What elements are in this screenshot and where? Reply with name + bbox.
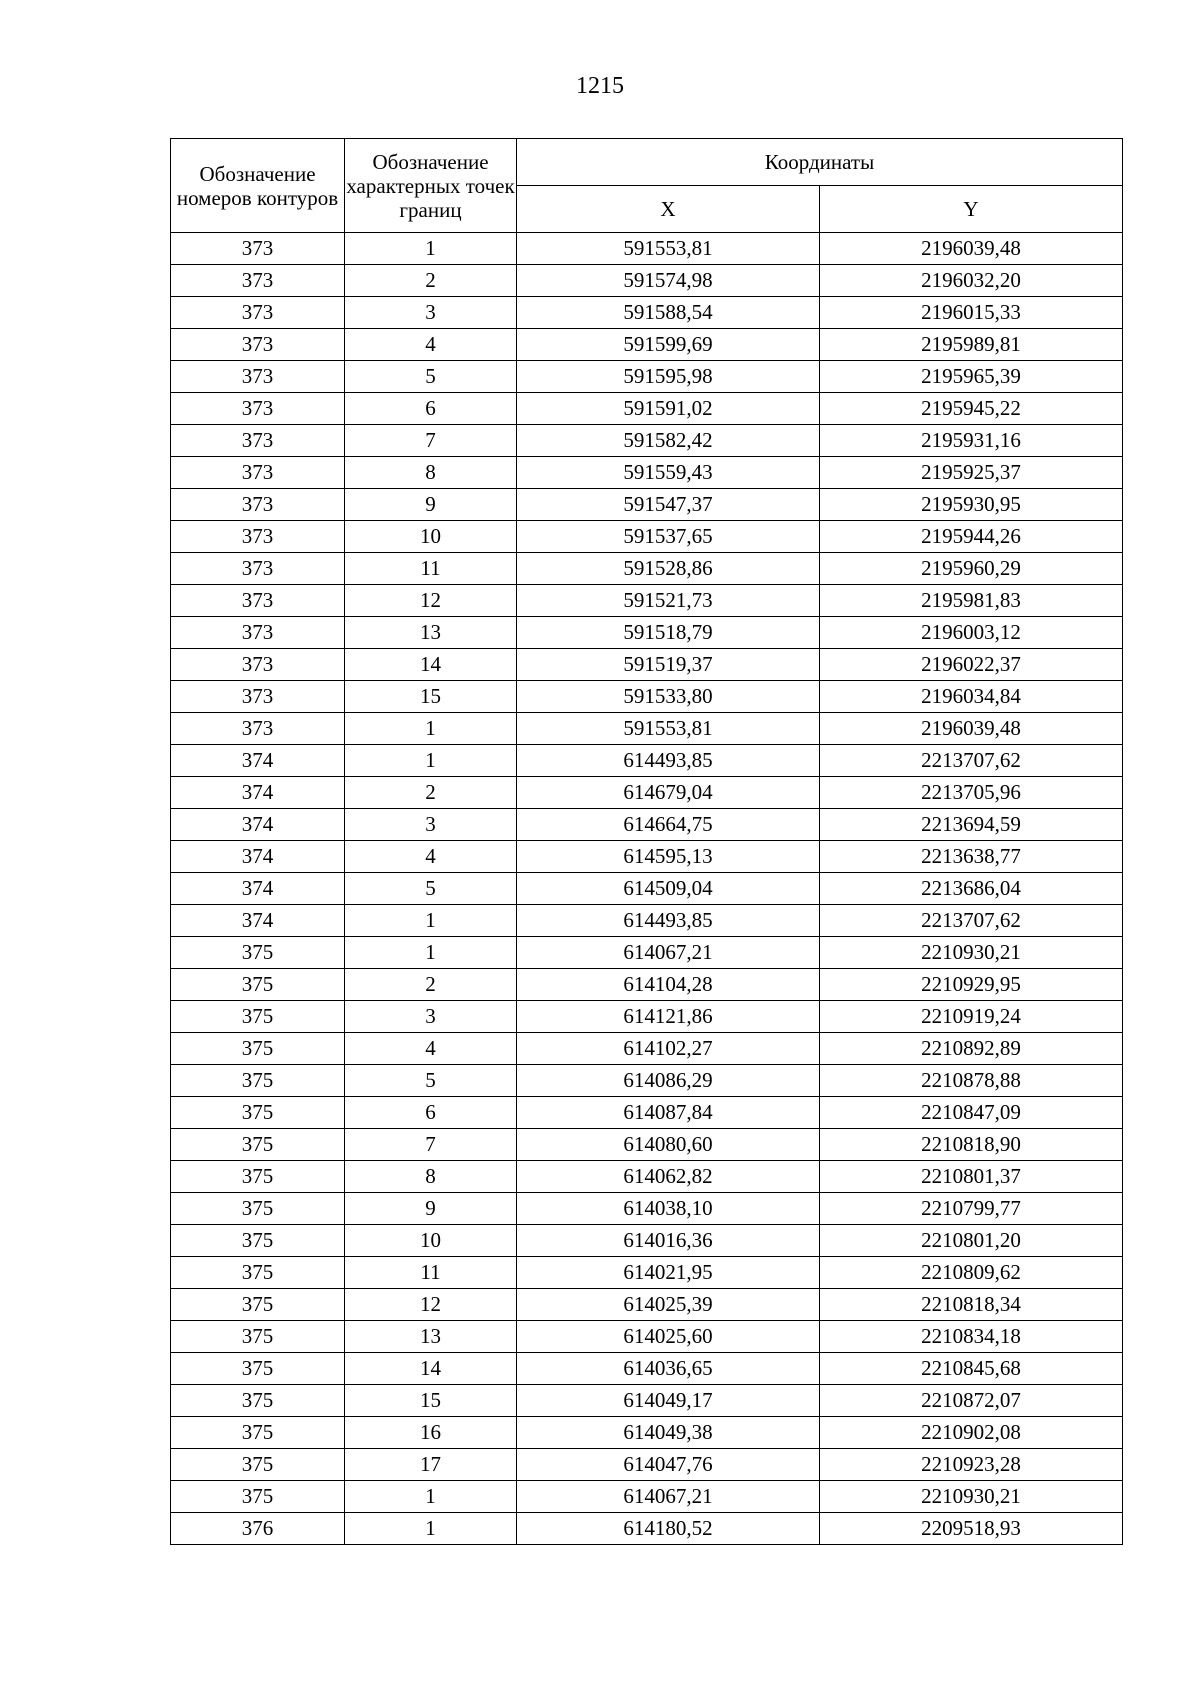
- cell-x: 614104,28: [517, 969, 820, 1001]
- cell-y: 2210818,90: [820, 1129, 1123, 1161]
- cell-x: 614036,65: [517, 1353, 820, 1385]
- cell-y: 2196039,48: [820, 233, 1123, 265]
- cell-y: 2195981,83: [820, 585, 1123, 617]
- cell-x: 614102,27: [517, 1033, 820, 1065]
- cell-x: 591537,65: [517, 521, 820, 553]
- cell-contour: 375: [171, 1353, 345, 1385]
- cell-x: 591595,98: [517, 361, 820, 393]
- cell-contour: 375: [171, 1481, 345, 1513]
- cell-point: 7: [345, 1129, 517, 1161]
- cell-point: 2: [345, 265, 517, 297]
- cell-point: 7: [345, 425, 517, 457]
- cell-point: 6: [345, 1097, 517, 1129]
- cell-point: 4: [345, 329, 517, 361]
- cell-y: 2213705,96: [820, 777, 1123, 809]
- cell-point: 17: [345, 1449, 517, 1481]
- cell-y: 2195944,26: [820, 521, 1123, 553]
- table-row: [171, 809, 1123, 841]
- cell-point: 14: [345, 649, 517, 681]
- table-row: [171, 553, 1123, 585]
- cell-contour: 374: [171, 873, 345, 905]
- table-row: [171, 745, 1123, 777]
- cell-x: 591591,02: [517, 393, 820, 425]
- cell-point: 13: [345, 617, 517, 649]
- cell-point: 13: [345, 1321, 517, 1353]
- table-row: [171, 489, 1123, 521]
- cell-contour: 375: [171, 1161, 345, 1193]
- cell-y: 2210799,77: [820, 1193, 1123, 1225]
- cell-y: 2195945,22: [820, 393, 1123, 425]
- cell-contour: 375: [171, 1449, 345, 1481]
- table-row: [171, 361, 1123, 393]
- cell-x: 614493,85: [517, 745, 820, 777]
- cell-contour: 375: [171, 1289, 345, 1321]
- cell-y: 2213686,04: [820, 873, 1123, 905]
- table-row: [171, 265, 1123, 297]
- cell-point: 15: [345, 681, 517, 713]
- cell-y: 2209518,93: [820, 1513, 1123, 1545]
- table-row: [171, 393, 1123, 425]
- cell-y: 2196022,37: [820, 649, 1123, 681]
- table-body: [171, 233, 1123, 1545]
- cell-point: 1: [345, 745, 517, 777]
- cell-point: 2: [345, 969, 517, 1001]
- cell-contour: 375: [171, 1129, 345, 1161]
- table-row: [171, 329, 1123, 361]
- table-row: [171, 905, 1123, 937]
- cell-y: 2210818,34: [820, 1289, 1123, 1321]
- cell-x: 614493,85: [517, 905, 820, 937]
- cell-contour: 373: [171, 329, 345, 361]
- cell-x: 591553,81: [517, 233, 820, 265]
- table-row: [171, 969, 1123, 1001]
- cell-x: 614086,29: [517, 1065, 820, 1097]
- cell-y: 2213638,77: [820, 841, 1123, 873]
- cell-x: 614049,17: [517, 1385, 820, 1417]
- table-row: [171, 521, 1123, 553]
- cell-contour: 373: [171, 393, 345, 425]
- cell-point: 3: [345, 809, 517, 841]
- cell-contour: 373: [171, 361, 345, 393]
- cell-y: 2210919,24: [820, 1001, 1123, 1033]
- table-row: [171, 1385, 1123, 1417]
- cell-x: 614121,86: [517, 1001, 820, 1033]
- page-number: 1215: [576, 73, 624, 99]
- cell-point: 5: [345, 1065, 517, 1097]
- table-row: [171, 937, 1123, 969]
- cell-y: 2213707,62: [820, 905, 1123, 937]
- cell-x: 591547,37: [517, 489, 820, 521]
- table-row: [171, 1321, 1123, 1353]
- cell-contour: 373: [171, 457, 345, 489]
- table-row: [171, 1449, 1123, 1481]
- cell-y: 2210930,21: [820, 1481, 1123, 1513]
- cell-y: 2210923,28: [820, 1449, 1123, 1481]
- cell-x: 614509,04: [517, 873, 820, 905]
- cell-contour: 373: [171, 265, 345, 297]
- table-row: [171, 713, 1123, 745]
- table-row: [171, 1129, 1123, 1161]
- cell-contour: 373: [171, 649, 345, 681]
- cell-y: 2210892,89: [820, 1033, 1123, 1065]
- header-boundary-points: Обозначение характерных точек границ: [345, 139, 517, 233]
- cell-point: 11: [345, 1257, 517, 1289]
- cell-y: 2196034,84: [820, 681, 1123, 713]
- cell-x: 614679,04: [517, 777, 820, 809]
- cell-point: 1: [345, 937, 517, 969]
- cell-contour: 373: [171, 297, 345, 329]
- cell-y: 2195931,16: [820, 425, 1123, 457]
- cell-contour: 375: [171, 969, 345, 1001]
- cell-x: 591519,37: [517, 649, 820, 681]
- cell-x: 591528,86: [517, 553, 820, 585]
- cell-contour: 373: [171, 617, 345, 649]
- cell-point: 1: [345, 905, 517, 937]
- cell-point: 1: [345, 1513, 517, 1545]
- cell-x: 614080,60: [517, 1129, 820, 1161]
- cell-y: 2210878,88: [820, 1065, 1123, 1097]
- cell-point: 9: [345, 1193, 517, 1225]
- cell-point: 1: [345, 713, 517, 745]
- cell-x: 591599,69: [517, 329, 820, 361]
- table-row: [171, 1289, 1123, 1321]
- cell-x: 591533,80: [517, 681, 820, 713]
- table-row: [171, 1225, 1123, 1257]
- cell-contour: 374: [171, 809, 345, 841]
- cell-x: 614067,21: [517, 937, 820, 969]
- cell-contour: 375: [171, 1257, 345, 1289]
- cell-contour: 373: [171, 233, 345, 265]
- cell-y: 2195960,29: [820, 553, 1123, 585]
- cell-point: 5: [345, 873, 517, 905]
- cell-y: 2196003,12: [820, 617, 1123, 649]
- cell-x: 614038,10: [517, 1193, 820, 1225]
- cell-point: 6: [345, 393, 517, 425]
- cell-contour: 375: [171, 937, 345, 969]
- header-coordinates: Координаты: [517, 139, 1123, 186]
- cell-contour: 374: [171, 905, 345, 937]
- table-row: [171, 1065, 1123, 1097]
- cell-contour: 373: [171, 585, 345, 617]
- cell-x: 591582,42: [517, 425, 820, 457]
- cell-contour: 374: [171, 841, 345, 873]
- cell-y: 2210872,07: [820, 1385, 1123, 1417]
- cell-x: 591518,79: [517, 617, 820, 649]
- table-row: [171, 1513, 1123, 1545]
- cell-contour: 373: [171, 425, 345, 457]
- cell-contour: 375: [171, 1417, 345, 1449]
- cell-contour: 375: [171, 1001, 345, 1033]
- cell-y: 2195965,39: [820, 361, 1123, 393]
- cell-x: 591559,43: [517, 457, 820, 489]
- cell-x: 614016,36: [517, 1225, 820, 1257]
- cell-y: 2195930,95: [820, 489, 1123, 521]
- cell-x: 591521,73: [517, 585, 820, 617]
- cell-x: 614049,38: [517, 1417, 820, 1449]
- table-row: [171, 777, 1123, 809]
- cell-point: 12: [345, 585, 517, 617]
- cell-y: 2196039,48: [820, 713, 1123, 745]
- cell-contour: 374: [171, 777, 345, 809]
- cell-contour: 375: [171, 1193, 345, 1225]
- cell-x: 614595,13: [517, 841, 820, 873]
- cell-contour: 373: [171, 553, 345, 585]
- cell-y: 2195989,81: [820, 329, 1123, 361]
- cell-x: 614047,76: [517, 1449, 820, 1481]
- cell-y: 2210809,62: [820, 1257, 1123, 1289]
- cell-y: 2196032,20: [820, 265, 1123, 297]
- cell-point: 4: [345, 1033, 517, 1065]
- cell-point: 2: [345, 777, 517, 809]
- table-row: [171, 1257, 1123, 1289]
- cell-point: 12: [345, 1289, 517, 1321]
- table-row: [171, 233, 1123, 265]
- cell-y: 2210845,68: [820, 1353, 1123, 1385]
- table-row: [171, 1161, 1123, 1193]
- cell-point: 1: [345, 233, 517, 265]
- cell-x: 614021,95: [517, 1257, 820, 1289]
- cell-contour: 375: [171, 1065, 345, 1097]
- cell-contour: 375: [171, 1097, 345, 1129]
- table-row: [171, 1097, 1123, 1129]
- cell-x: 591588,54: [517, 297, 820, 329]
- cell-point: 10: [345, 1225, 517, 1257]
- cell-x: 614087,84: [517, 1097, 820, 1129]
- cell-contour: 375: [171, 1321, 345, 1353]
- cell-point: 10: [345, 521, 517, 553]
- cell-y: 2213707,62: [820, 745, 1123, 777]
- table-row: [171, 681, 1123, 713]
- cell-y: 2210801,37: [820, 1161, 1123, 1193]
- table-row: [171, 841, 1123, 873]
- table-row: [171, 297, 1123, 329]
- table-row: [171, 1001, 1123, 1033]
- table-row: [171, 585, 1123, 617]
- cell-y: 2196015,33: [820, 297, 1123, 329]
- cell-y: 2210801,20: [820, 1225, 1123, 1257]
- cell-y: 2210929,95: [820, 969, 1123, 1001]
- cell-point: 3: [345, 1001, 517, 1033]
- cell-point: 1: [345, 1481, 517, 1513]
- cell-x: 614067,21: [517, 1481, 820, 1513]
- cell-x: 591574,98: [517, 265, 820, 297]
- cell-point: 11: [345, 553, 517, 585]
- cell-point: 8: [345, 457, 517, 489]
- table-row: [171, 457, 1123, 489]
- table-header: [171, 139, 1123, 233]
- cell-point: 4: [345, 841, 517, 873]
- cell-x: 614180,52: [517, 1513, 820, 1545]
- table-row: [171, 1353, 1123, 1385]
- cell-x: 614025,39: [517, 1289, 820, 1321]
- header-y: Y: [820, 186, 1123, 233]
- cell-point: 3: [345, 297, 517, 329]
- cell-contour: 375: [171, 1033, 345, 1065]
- table-row: [171, 617, 1123, 649]
- cell-contour: 373: [171, 681, 345, 713]
- table-row: [171, 1481, 1123, 1513]
- header-x: X: [517, 186, 820, 233]
- cell-x: 614062,82: [517, 1161, 820, 1193]
- cell-y: 2210902,08: [820, 1417, 1123, 1449]
- cell-contour: 375: [171, 1385, 345, 1417]
- header-contour-numbers: Обозначение номеров контуров: [171, 139, 345, 233]
- cell-point: 15: [345, 1385, 517, 1417]
- cell-contour: 374: [171, 745, 345, 777]
- cell-y: 2195925,37: [820, 457, 1123, 489]
- cell-x: 591553,81: [517, 713, 820, 745]
- cell-contour: 375: [171, 1225, 345, 1257]
- cell-point: 8: [345, 1161, 517, 1193]
- coordinates-table: [170, 138, 1123, 1545]
- cell-contour: 376: [171, 1513, 345, 1545]
- cell-y: 2210847,09: [820, 1097, 1123, 1129]
- cell-y: 2210834,18: [820, 1321, 1123, 1353]
- cell-point: 9: [345, 489, 517, 521]
- cell-contour: 373: [171, 521, 345, 553]
- table-row: [171, 1193, 1123, 1225]
- cell-point: 5: [345, 361, 517, 393]
- cell-y: 2213694,59: [820, 809, 1123, 841]
- cell-y: 2210930,21: [820, 937, 1123, 969]
- table-row: [171, 649, 1123, 681]
- cell-point: 16: [345, 1417, 517, 1449]
- table-row: [171, 1033, 1123, 1065]
- table-row: [171, 425, 1123, 457]
- cell-contour: 373: [171, 489, 345, 521]
- table-row: [171, 873, 1123, 905]
- table-row: [171, 1417, 1123, 1449]
- cell-contour: 373: [171, 713, 345, 745]
- cell-point: 14: [345, 1353, 517, 1385]
- cell-x: 614664,75: [517, 809, 820, 841]
- cell-x: 614025,60: [517, 1321, 820, 1353]
